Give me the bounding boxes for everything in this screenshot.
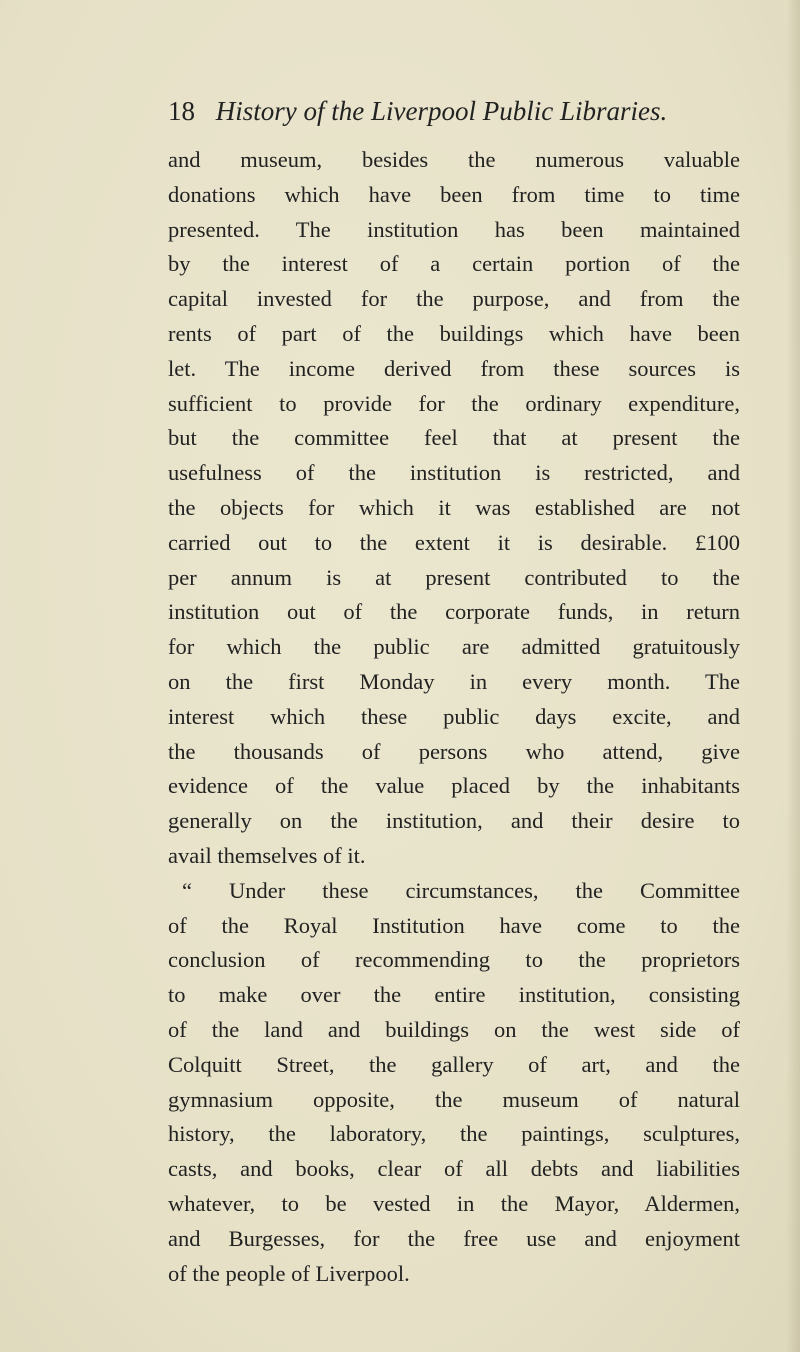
text-line: of the people of Liverpool. [168, 1260, 410, 1286]
text-line: donations which have been from time to time [168, 181, 740, 207]
text-line: capital invested for the purpose, and from the [168, 286, 740, 312]
text-line: the thousands of persons who attend, give [168, 738, 740, 764]
text-line: presented. The institution has been maintained [168, 216, 740, 242]
text-line: rents of part of the buildings which have been [168, 320, 740, 346]
text-line: history, the laboratory, the paintings, sculptures, [168, 1121, 740, 1147]
text-line: and museum, besides the numerous valuable [168, 147, 740, 172]
text-line: of the Royal Institution have come to the [168, 912, 740, 938]
text-line: evidence of the value placed by the inhabitants [168, 773, 740, 799]
text-line: the objects for which it was established are not [168, 494, 740, 520]
text-line: interest which these public days excite, and [168, 703, 740, 729]
text-line: sufficient to provide for the ordinary expenditure, [168, 390, 740, 416]
text-line: carried out to the extent it is desirable. £100 [168, 529, 740, 555]
text-line: but the committee feel that at present the [168, 425, 740, 451]
text-line: of the land and buildings on the west side of [168, 1016, 740, 1042]
text-line: per annum is at present contributed to the [168, 564, 740, 590]
text-line: gymnasium opposite, the museum of natural [168, 1086, 740, 1112]
text-line: Colquitt Street, the gallery of art, and the [168, 1051, 740, 1077]
text-line: generally on the institution, and their desire to [168, 808, 740, 834]
text-line: casts, and books, clear of all debts and liabilities [168, 1156, 740, 1182]
text-line: and Burgesses, for the free use and enjoyment [168, 1225, 740, 1251]
text-line: to make over the entire institution, consisting [168, 982, 740, 1008]
text-line: conclusion of recommending to the proprietors [168, 947, 740, 973]
running-head [168, 94, 667, 128]
page-edge-shadow [786, 0, 800, 1352]
text-line: for which the public are admitted gratuitously [168, 634, 740, 660]
text-line: avail themselves of it. [168, 842, 366, 868]
page-number: 18 [168, 96, 195, 126]
body-text [168, 143, 740, 1291]
text-line: whatever, to be vested in the Mayor, Aldermen, [168, 1190, 740, 1216]
text-line: on the first Monday in every month. The [168, 668, 740, 694]
text-line: let. The income derived from these sources is [168, 355, 740, 381]
text-line: by the interest of a certain portion of the [168, 251, 740, 277]
text-line: usefulness of the institution is restricted, and [168, 460, 740, 486]
text-line: “ Under these circumstances, the Committee [182, 877, 740, 903]
text-line: institution out of the corporate funds, in return [168, 599, 740, 625]
running-title: History of the Liverpool Public Libraries. [215, 96, 668, 126]
